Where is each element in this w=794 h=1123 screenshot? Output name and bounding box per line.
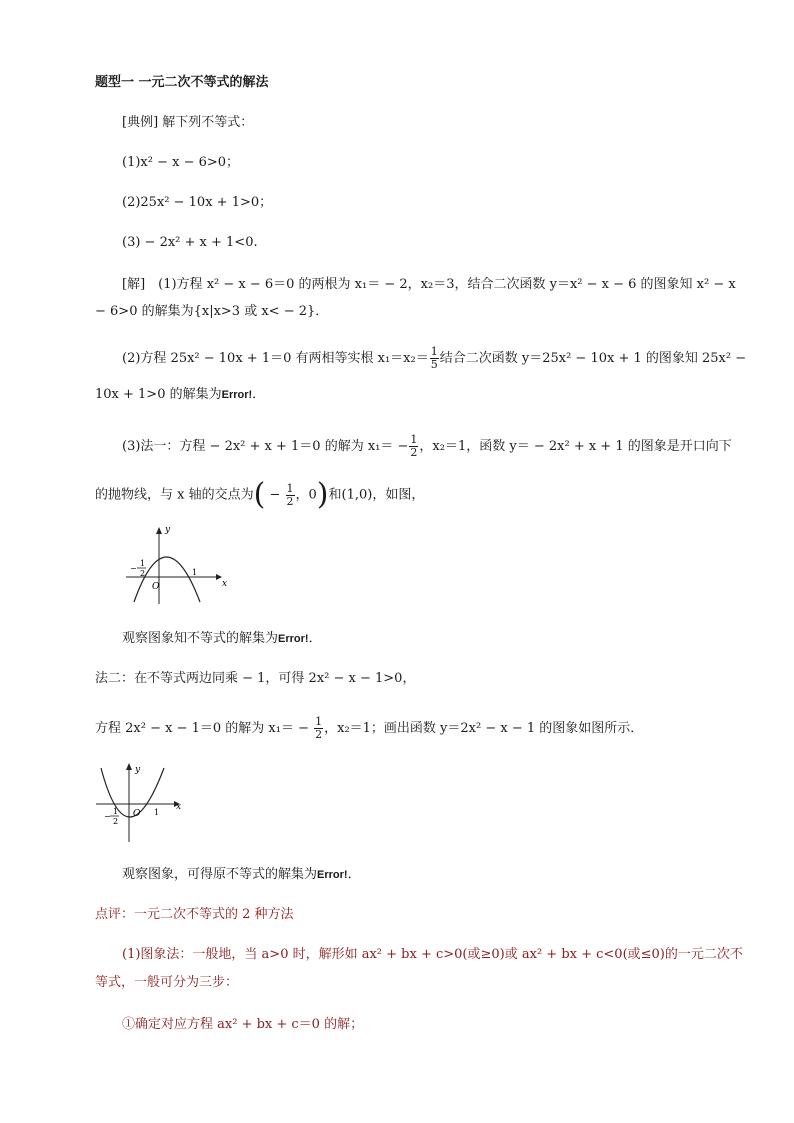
s2-b-text: 10x + 1>0 的解集为 [95,387,222,402]
tick-label-one: 1 [192,568,198,577]
neg-half-numerator: 1 [140,559,146,568]
fraction-numerator: 1 [430,345,438,358]
fraction-denominator: 5 [430,358,438,371]
m2-b-text: 方程 2x² − x − 1＝0 的解为 x₁＝ − [95,721,314,736]
tick-label-one: 1 [154,808,160,817]
x-axis-label: x [222,579,228,589]
solution-3-line-b [95,477,425,512]
obs1-post: ． [308,631,322,646]
fraction-numerator: 1 [410,433,418,446]
fraction-denominator: 2 [286,494,294,508]
fraction-one-half [314,716,323,741]
comment-step-1: ①确定对应方程 ax² + bx + c＝0 的解； [122,1017,364,1032]
observation-1 [122,630,322,648]
neg-half-denominator: 2 [140,569,146,578]
fraction-one-half [409,434,418,459]
y-axis-label: y [165,525,171,535]
solution-1-line-a: [解] (1)方程 x² − x − 6＝0 的两根为 x₁＝ − 2，x₂＝3，结合二次函数 y＝x² − x − 6 的图象知 x² − x [122,277,736,292]
comment-title: 点评：一元二次不等式的 2 种方法 [95,907,294,922]
s3-text-pre: (3)法一：方程 − 2x² + x + 1＝0 的解为 x₁＝ − [122,439,409,454]
solution-3-line-a [122,434,732,459]
example-prompt: 解下列不等式： [162,115,254,130]
point-sign: − [265,487,285,503]
fraction-numerator: 1 [286,481,294,495]
observation-2 [122,866,361,884]
s3-b-post: 和(1,0)，如图， [328,487,425,503]
comment-p1-line-b: 等式，一般可分为三步： [95,975,239,990]
graph-downward-parabola [118,522,230,608]
graph-upward-parabola [92,758,188,846]
x-axis-label: x [176,802,182,812]
s3-text-post: ，x₂＝1，函数 y＝ − 2x² + x + 1 的图象是开口向下 [419,439,732,454]
obs2-post: ． [347,867,361,882]
neg-sign: − [104,812,111,821]
comment-p1-line-a: (1)图象法：一般地，当 a>0 时，解形如 ax² + bx + c>0(或≥0)或 ax² + bx + c<0(或≤0)的一元二次不 [122,947,743,962]
method-2-line-a: 法二：在不等式两边同乘 − 1，可得 2x² − x − 1>0， [95,671,416,686]
s2-text-pre: (2)方程 25x² − 10x + 1＝0 有两相等实根 x₁＝x₂＝ [122,351,429,366]
solution-2-line-b [95,386,265,404]
neg-sign: − [130,564,137,573]
example-item-2: (2)25x² − 10x + 1>0； [122,195,273,210]
example-intro [122,114,253,132]
left-paren: ( [253,477,266,512]
example-label: [典例] [122,115,159,130]
neg-half-numerator: 1 [113,807,119,816]
obs1-text: 观察图象知不等式的解集为 [122,631,279,646]
s3-b-text: 的抛物线，与 x 轴的交点为 [95,487,254,503]
solution-1-line-b: − 6>0 的解集为{x|x>3 或 x< − 2}． [95,304,329,319]
fraction-denominator: 2 [315,728,323,741]
s2-text-post: 结合二次函数 y＝25x² − 10x + 1 的图象知 25x² − [439,351,747,366]
fraction-denominator: 2 [410,446,418,459]
example-item-3: (3) − 2x² + x + 1<0. [122,235,258,250]
solution-2-line-a [122,346,746,371]
point-y: ，0 [295,487,317,503]
example-item-1: (1)x² − x − 6>0； [122,155,240,170]
section-heading: 题型一 一元二次不等式的解法 [95,75,269,90]
obs2-text: 观察图象，可得原不等式的解集为 [122,867,318,882]
fraction-numerator: 1 [315,715,323,728]
y-axis-arrow [126,763,132,770]
right-paren: ) [316,477,329,512]
y-axis-label: y [135,765,141,775]
error-marker: Error! [221,389,253,401]
m2-b-post: ，x₂＝1；画出函数 y＝2x² − x − 1 的图象如图所示． [324,721,644,736]
fraction-one-fifth [430,346,439,371]
error-marker: Error! [317,869,348,881]
method-2-line-b [95,716,643,741]
neg-half-denominator: 2 [113,817,119,826]
y-axis-arrow [156,527,162,534]
s2-b-post: ． [252,387,266,402]
origin-label: O [152,582,160,592]
fraction-one-half [286,483,295,508]
error-marker: Error! [278,633,309,645]
origin-label: O [133,809,141,819]
